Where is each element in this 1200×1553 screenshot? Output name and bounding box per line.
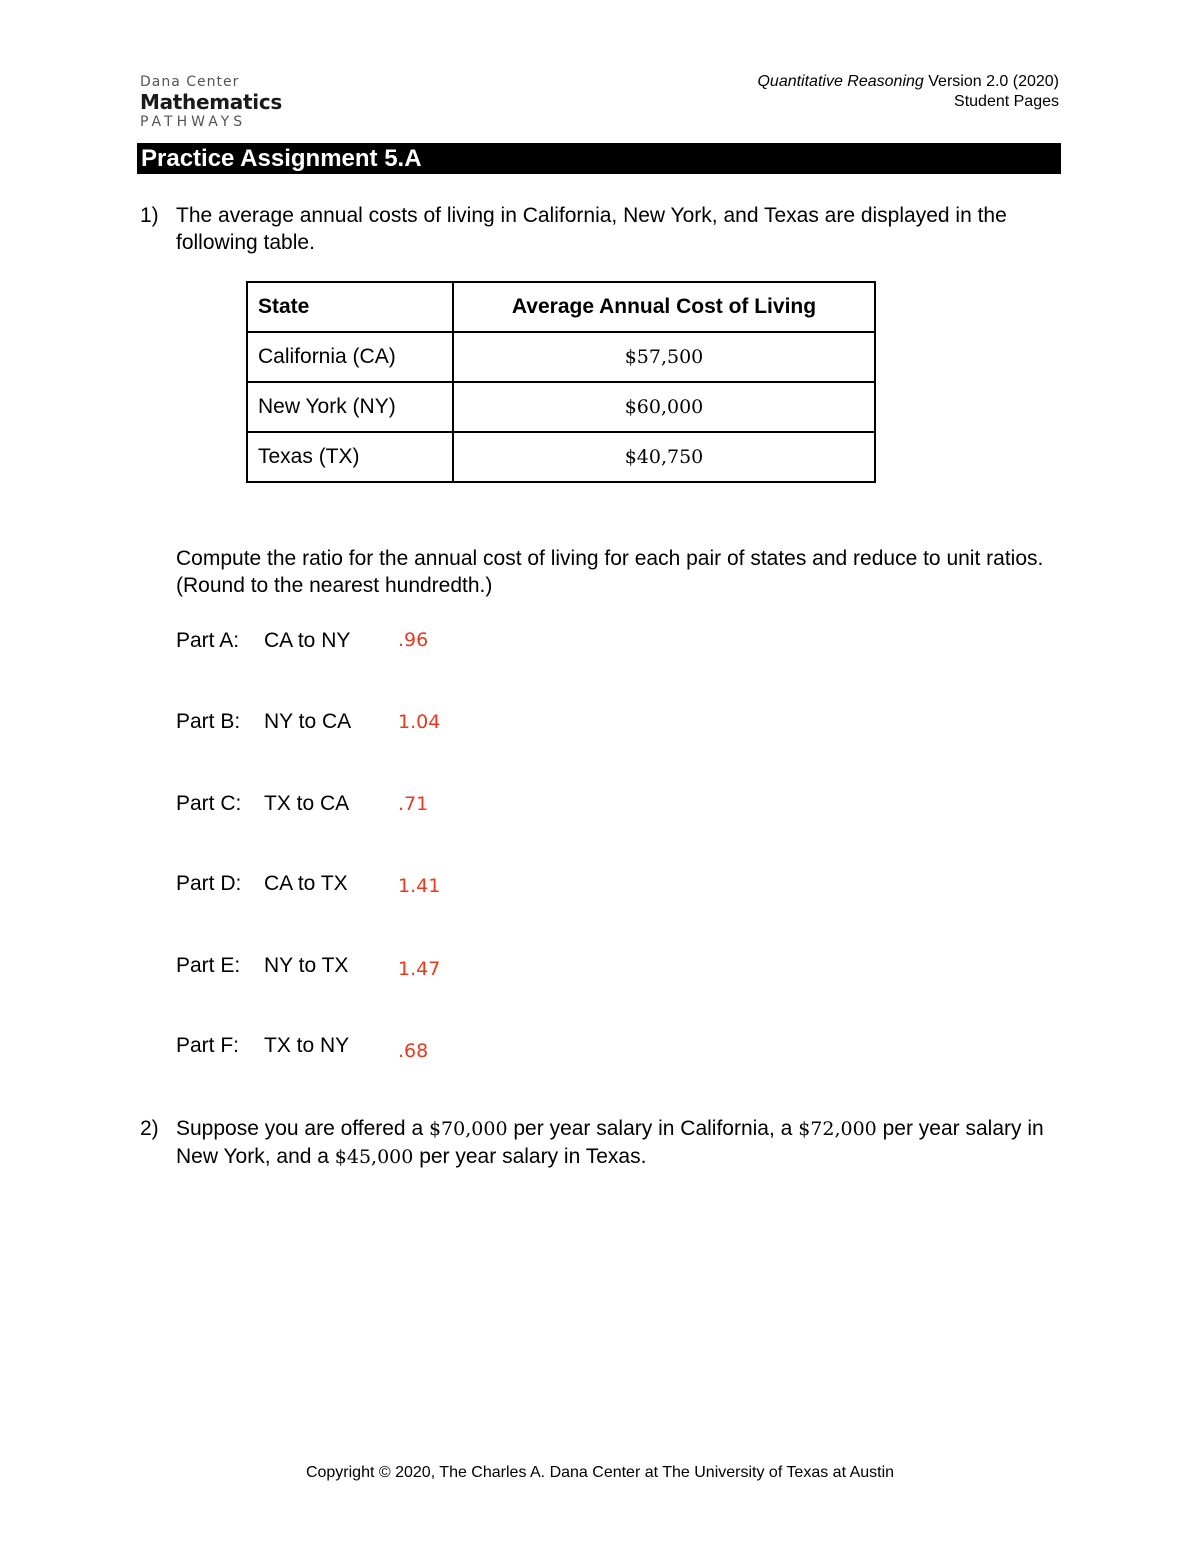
table-header-cell: State	[247, 282, 453, 332]
course-name: Quantitative Reasoning	[757, 73, 924, 90]
copyright-footer: Copyright © 2020, The Charles A. Dana Center at The University of Texas at Austin	[305, 1464, 895, 1481]
part-c	[176, 790, 349, 817]
salary-tx: $45,000	[334, 1146, 414, 1168]
answer-d: 1.41	[398, 875, 441, 897]
table-header-row	[247, 282, 875, 332]
part-label: Part C:	[176, 792, 242, 815]
text-run: per year salary in New York, and a	[176, 1117, 1044, 1168]
part-b	[176, 708, 351, 735]
part-pair: CA to NY	[264, 629, 351, 652]
part-label: Part B:	[176, 710, 241, 733]
logo-line-1: Dana Center	[140, 74, 240, 90]
part-pair: CA to TX	[264, 872, 348, 895]
table-header-cell: Average Annual Cost of Living	[453, 282, 875, 332]
part-pair: TX to NY	[264, 1034, 350, 1057]
question-number: 1)	[140, 204, 159, 227]
part-label: Part E:	[176, 954, 241, 977]
part-label: Part A:	[176, 629, 240, 652]
table-cell-cost: $60,000	[453, 382, 875, 432]
table-row	[247, 432, 875, 482]
salary-ny: $72,000	[798, 1118, 877, 1140]
answer-a: .96	[398, 629, 429, 651]
table-cell-state: New York (NY)	[247, 382, 453, 432]
course-header	[757, 72, 1059, 112]
part-d	[176, 870, 348, 897]
part-label: Part F:	[176, 1034, 240, 1057]
question-1	[140, 202, 1056, 256]
part-pair: NY to TX	[264, 954, 349, 977]
page-title: Practice Assignment 5.A	[137, 143, 1061, 174]
question-2	[140, 1115, 1056, 1171]
question-text	[176, 1115, 1056, 1171]
text-run: per year salary in California, a	[507, 1117, 799, 1140]
text-run: per year salary in Texas.	[413, 1145, 647, 1168]
part-pair: NY to CA	[264, 710, 352, 733]
salary-ca: $70,000	[428, 1118, 508, 1140]
course-version: Version 2.0 (2020)	[928, 73, 1059, 90]
question-text: The average annual costs of living in California, New York, and Texas are displayed in the following table.	[176, 204, 1007, 254]
table-cell-state: California (CA)	[247, 332, 453, 382]
answer-c: .71	[398, 793, 429, 815]
dana-center-logo	[140, 74, 282, 130]
part-label: Part D:	[176, 872, 242, 895]
question-number: 2)	[140, 1117, 159, 1140]
table-row	[247, 382, 875, 432]
table-row	[247, 332, 875, 382]
part-pair: TX to CA	[264, 792, 350, 815]
part-e	[176, 952, 348, 979]
logo-line-3: PATHWAYS	[140, 114, 247, 130]
answer-e: 1.47	[398, 958, 441, 980]
part-f	[176, 1032, 349, 1059]
table-cell-cost: $57,500	[453, 332, 875, 382]
answer-f: .68	[398, 1040, 429, 1062]
instructions-text: Compute the ratio for the annual cost of living for each pair of states and reduce to unit ratios. (Round to the nearest hundredth.)	[176, 547, 1044, 597]
student-pages-label: Student Pages	[954, 93, 1059, 110]
logo-line-2: Mathematics	[140, 90, 282, 114]
table-cell-cost: $40,750	[453, 432, 875, 482]
cost-of-living-table	[246, 281, 876, 483]
answer-b: 1.04	[398, 711, 441, 733]
part-a	[176, 627, 350, 654]
text-run: Suppose you are offered a	[176, 1117, 429, 1140]
table-cell-state: Texas (TX)	[247, 432, 453, 482]
